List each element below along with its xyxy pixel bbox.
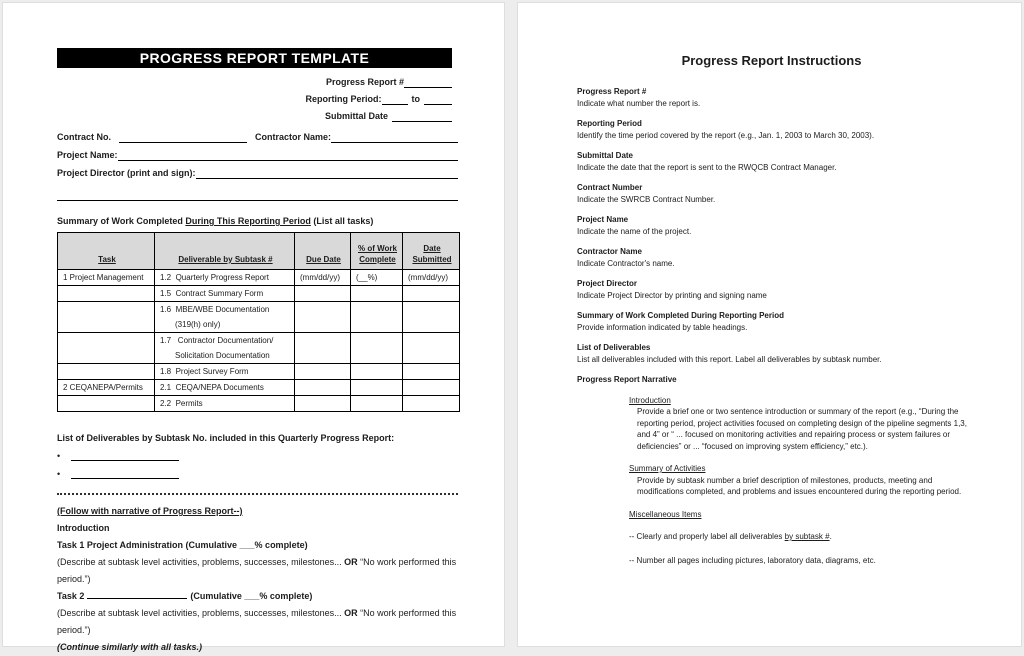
template-title: PROGRESS REPORT TEMPLATE	[139, 50, 370, 66]
cell-due[interactable]	[295, 333, 351, 364]
col-header-deliverable: Deliverable by Subtask #	[155, 233, 295, 270]
col-header-date-submitted: Date Submitted	[403, 233, 460, 270]
section-body: Indicate the SWRCB Contract Number.	[577, 194, 716, 204]
project-director-field[interactable]	[196, 168, 458, 179]
subsection-body: Provide a brief one or two sentence introduction or summary of the report (e.g., “During the reporting period, project activities focused on completing design of the pipeline segments 1,3, and 4” or “ ... focused on monitoring activities and repairing process or system failures or deficiencies” or ... “focused on improving system efficiency,” etc.).	[637, 407, 967, 451]
summary-heading-part1: Summary of Work Completed	[57, 216, 186, 226]
reporting-period-label: Reporting Period:	[305, 94, 382, 104]
table-row	[58, 364, 460, 380]
table-row	[58, 380, 460, 396]
summary-heading	[57, 216, 458, 226]
bullet-icon: •	[57, 451, 61, 461]
bullet-icon: •	[57, 469, 61, 479]
cell-submitted[interactable]	[403, 286, 460, 302]
introduction-heading: Introduction	[57, 523, 110, 533]
summary-heading-part3: (List all tasks)	[310, 216, 374, 226]
work-summary-table	[57, 232, 460, 412]
template-page	[2, 2, 505, 652]
instructions-title: Progress Report Instructions	[681, 53, 862, 68]
section-body: Identify the time period covered by the report (e.g., Jan. 1, 2003 to March 30, 2003).	[577, 130, 875, 140]
section-body: Indicate what number the report is.	[577, 98, 701, 108]
project-director-row	[57, 168, 458, 179]
submittal-date-field[interactable]	[392, 111, 452, 122]
section-body: Indicate Contractor's name.	[577, 258, 675, 268]
contract-no-label: Contract No.	[57, 132, 111, 142]
project-name-label: Project Name:	[57, 150, 118, 160]
cell-deliverable[interactable]: 1.8 Project Survey Form	[155, 364, 295, 380]
cell-due[interactable]	[295, 286, 351, 302]
cell-pct[interactable]	[351, 396, 403, 412]
task1-heading: Task 1 Project Administration (Cumulative ___% complete)	[57, 540, 308, 550]
cell-task[interactable]	[58, 396, 155, 412]
task2-describe-note: (Describe at subtask level activities, problems, successes, milestones... OR “No work performed this period.”)	[57, 608, 457, 635]
instruction-section	[577, 310, 966, 333]
task2-name-field[interactable]	[87, 589, 187, 599]
col-header-pct-complete: % of Work Complete	[351, 233, 403, 270]
cell-pct[interactable]: (__%)	[351, 270, 403, 286]
signature-continuation-line[interactable]	[57, 188, 458, 201]
table-header-row	[58, 233, 460, 270]
cell-deliverable[interactable]: 1.7 Contractor Documentation/ Solicitation Documentation	[155, 333, 295, 364]
report-meta-block	[57, 77, 458, 122]
table-row	[58, 302, 460, 333]
cell-due[interactable]	[295, 302, 351, 333]
contractor-name-label: Contractor Name:	[255, 132, 332, 142]
section-title: Contractor Name	[577, 247, 642, 256]
subsection-title: Miscellaneous Items	[629, 509, 702, 519]
reporting-period-row	[57, 94, 452, 105]
instruction-section	[577, 214, 966, 237]
instruction-section	[577, 86, 966, 109]
section-title: Progress Report Narrative	[577, 375, 677, 384]
instructions-page	[517, 2, 1022, 647]
col-header-task: Task	[58, 233, 155, 270]
section-body: Provide information indicated by table headings.	[577, 322, 748, 332]
narrative-subsection	[629, 463, 967, 498]
cell-submitted[interactable]	[403, 364, 460, 380]
cell-task[interactable]	[58, 333, 155, 364]
cell-submitted[interactable]	[403, 380, 460, 396]
progress-report-number-field[interactable]	[404, 77, 452, 88]
cell-pct[interactable]	[351, 302, 403, 333]
cell-deliverable[interactable]: 1.2 Quarterly Progress Report	[155, 270, 295, 286]
section-body: Indicate Project Director by printing and signing name	[577, 290, 767, 300]
instruction-section	[577, 374, 966, 386]
cell-submitted[interactable]: (mm/dd/yy)	[403, 270, 460, 286]
subsection-title: Introduction	[629, 395, 671, 405]
deliverable-entry-field[interactable]	[71, 450, 179, 461]
section-title: Progress Report #	[577, 87, 647, 96]
cell-task[interactable]	[58, 286, 155, 302]
follow-note: (Follow with narrative of Progress Report--)	[57, 506, 243, 516]
submittal-date-label: Submittal Date	[324, 111, 388, 121]
instruction-section	[577, 342, 966, 365]
section-title: Submittal Date	[577, 151, 634, 160]
table-row	[58, 396, 460, 412]
task2-heading: Task 2 (Cumulative ___% complete)	[57, 591, 313, 601]
cell-pct[interactable]	[351, 286, 403, 302]
progress-report-number-label: Progress Report #	[325, 77, 404, 87]
cell-due[interactable]: (mm/dd/yy)	[295, 270, 351, 286]
cell-task[interactable]	[58, 364, 155, 380]
cell-due[interactable]	[295, 364, 351, 380]
template-title-bar	[57, 48, 452, 68]
instruction-section	[577, 278, 966, 301]
deliverable-entry-field[interactable]	[71, 468, 179, 479]
table-row	[58, 270, 460, 286]
instruction-section	[577, 150, 966, 173]
cell-due[interactable]	[295, 396, 351, 412]
narrative-instructions	[629, 395, 967, 521]
table-row	[58, 286, 460, 302]
section-title: List of Deliverables	[577, 343, 651, 352]
cell-deliverable[interactable]: 2.2 Permits	[155, 396, 295, 412]
contractor-name-field[interactable]	[331, 132, 458, 143]
contract-row	[57, 132, 458, 143]
section-body: List all deliverables included with this report. Label all deliverables by subtask number.	[577, 354, 882, 364]
narrative-subsection	[629, 395, 967, 453]
cell-submitted[interactable]	[403, 333, 460, 364]
project-director-label: Project Director (print and sign):	[57, 168, 196, 178]
project-name-field[interactable]	[118, 150, 458, 161]
cell-task[interactable]	[58, 302, 155, 333]
narrative-section	[57, 503, 460, 656]
col-header-due-date: Due Date	[295, 233, 351, 270]
project-name-row	[57, 150, 458, 161]
progress-report-number-row	[57, 77, 452, 88]
cell-due[interactable]	[295, 380, 351, 396]
subsection-body: Provide by subtask number a brief description of milestones, products, meeting and modifications completed, and problems and issues encountered during the reporting period.	[637, 475, 962, 496]
section-body: Indicate the name of the project.	[577, 226, 692, 236]
instruction-section	[577, 118, 966, 141]
cell-pct[interactable]	[351, 380, 403, 396]
subsection-title: Summary of Activities	[629, 464, 706, 473]
table-row	[58, 333, 460, 364]
section-title: Project Director	[577, 279, 638, 288]
section-title: Summary of Work Completed During Reporting Period	[577, 311, 784, 320]
cell-deliverable[interactable]: 2.1 CEQA/NEPA Documents	[155, 380, 295, 396]
cell-deliverable[interactable]: 1.5 Contract Summary Form	[155, 286, 295, 302]
reporting-period-to-label: to	[411, 94, 420, 104]
contract-no-field[interactable]	[119, 132, 247, 143]
deliverable-bullet-item	[57, 450, 458, 461]
section-title: Contract Number	[577, 183, 643, 192]
misc-item: -- Clearly and properly label all deliverables by subtask #.	[629, 532, 832, 541]
misc-item: -- Number all pages including pictures, laboratory data, diagrams, etc.	[629, 555, 876, 565]
narrative-subsection	[629, 509, 967, 521]
cell-submitted[interactable]	[403, 302, 460, 333]
cell-submitted[interactable]	[403, 396, 460, 412]
cell-task[interactable]: 1 Project Management	[58, 270, 155, 286]
continue-note: (Continue similarly with all tasks.)	[57, 642, 203, 652]
instruction-section	[577, 182, 966, 205]
cell-pct[interactable]	[351, 333, 403, 364]
reporting-period-start-field[interactable]	[382, 94, 408, 105]
summary-heading-underlined: During This Reporting Period	[185, 216, 311, 226]
instruction-section	[577, 246, 966, 269]
cell-pct[interactable]	[351, 364, 403, 380]
section-body: Indicate the date that the report is sent to the RWQCB Contract Manager.	[577, 162, 837, 172]
contract-fields	[57, 132, 458, 201]
deliverables-list-heading: List of Deliverables by Subtask No. included in this Quarterly Progress Report:	[57, 433, 395, 443]
reporting-period-end-field[interactable]	[424, 94, 452, 105]
deliverable-bullet-item	[57, 468, 458, 479]
cell-deliverable[interactable]: 1.6 MBE/WBE Documentation (319(h) only)	[155, 302, 295, 333]
submittal-date-row	[57, 111, 452, 122]
task1-describe-note: (Describe at subtask level activities, problems, successes, milestones... OR “No work performed this period.”)	[57, 557, 457, 584]
section-title: Project Name	[577, 215, 629, 224]
cell-task[interactable]: 2 CEQANEPA/Permits	[58, 380, 155, 396]
section-title: Reporting Period	[577, 119, 642, 128]
dotted-divider	[57, 487, 458, 495]
